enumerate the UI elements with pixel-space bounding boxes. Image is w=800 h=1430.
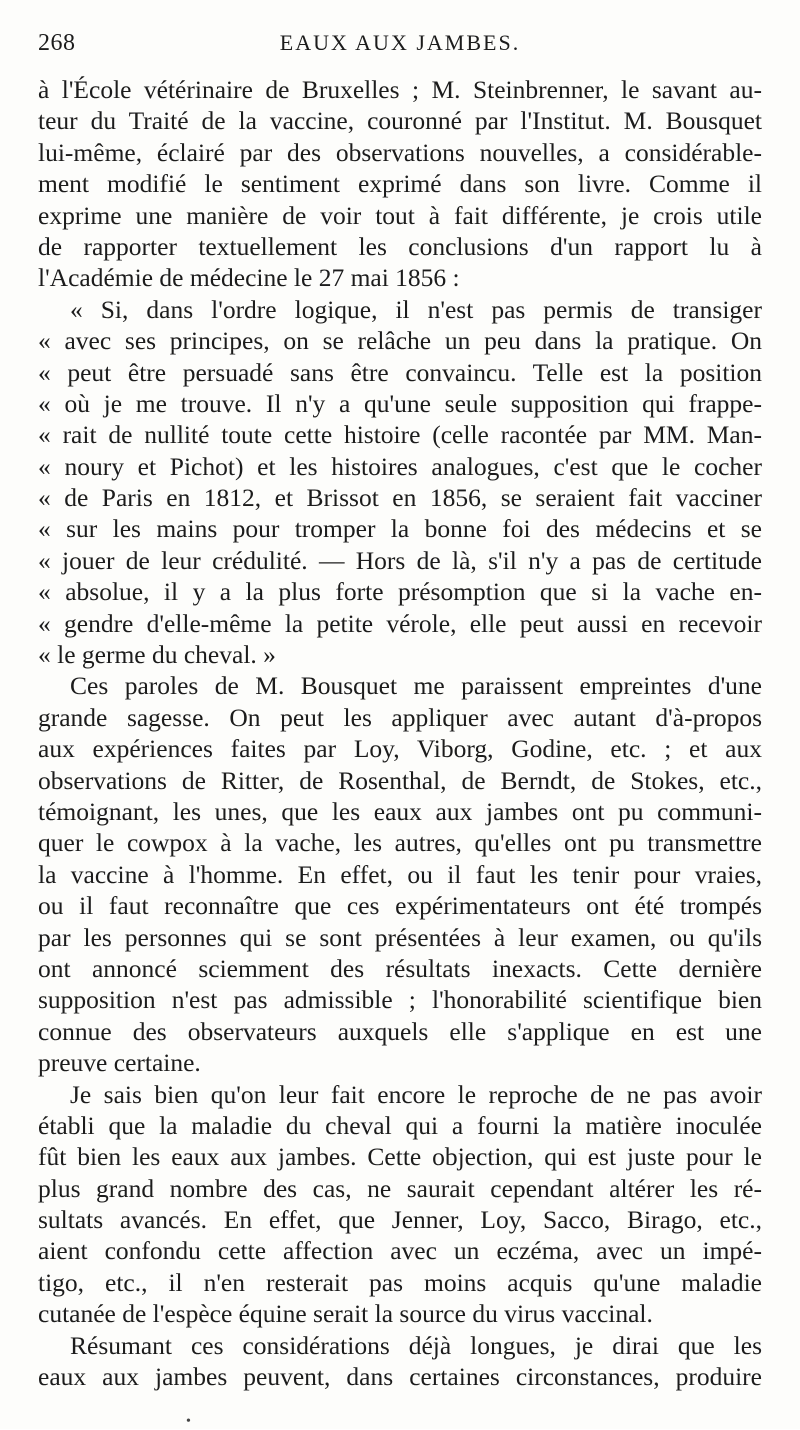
running-head: EAUX AUX JAMBES. <box>279 30 521 55</box>
text-line: eaux aux jambes peuvent, dans certaines circonstances, produire <box>38 1362 762 1392</box>
text-line: connue des observateurs auxquels elle s'applique en est une <box>38 1016 762 1046</box>
text-line: supposition n'est pas admissible ; l'honorabilité scientifique bien <box>38 985 762 1015</box>
text-line: aux expériences faites par Loy, Viborg, Godine, etc. ; et aux <box>38 734 762 764</box>
print-mark: • <box>186 1414 191 1429</box>
text-line: aient confondu cette affection avec un eczéma, avec un impé- <box>38 1236 762 1266</box>
text-line: « noury et Pichot) et les histoires analogues, c'est que le cocher <box>38 451 762 481</box>
page-header <box>38 30 762 66</box>
text-line: « où je me trouve. Il n'y a qu'une seule supposition qui frappe- <box>38 388 762 418</box>
text-line: Je sais bien qu'on leur fait encore le reproche de ne pas avoir <box>70 1079 762 1109</box>
text-line: « absolue, il y a la plus forte présomption que si la vache en- <box>38 577 762 607</box>
text-line: « le germe du cheval. » <box>38 640 276 670</box>
text-line: plus grand nombre des cas, ne saurait cependant altérer les ré- <box>38 1173 762 1203</box>
text-line: quer le cowpox à la vache, les autres, qu'elles ont pu transmettre <box>38 828 762 858</box>
text-line: grande sagesse. On peut les appliquer avec autant d'à-propos <box>38 702 762 732</box>
text-line: tigo, etc., il n'en resterait pas moins acquis qu'une maladie <box>38 1267 762 1297</box>
body-text <box>38 74 762 1392</box>
text-line: ou il faut reconnaître que ces expérimentateurs ont été trompés <box>38 891 762 921</box>
text-line: preuve certaine. <box>38 1048 201 1078</box>
text-line: « avec ses principes, on se relâche un peu dans la pratique. On <box>38 326 762 356</box>
text-line: fût bien les eaux aux jambes. Cette objection, qui est juste pour le <box>38 1142 762 1172</box>
text-line: observations de Ritter, de Rosenthal, de Berndt, de Stokes, etc., <box>38 765 762 795</box>
text-line: « jouer de leur crédulité. — Hors de là, s'il n'y a pas de certitude <box>38 545 762 575</box>
text-line: « de Paris en 1812, et Brissot en 1856, se seraient fait vacciner <box>38 483 762 513</box>
text-line: lui-même, éclairé par des observations nouvelles, a considérable- <box>38 137 762 167</box>
text-line: de rapporter textuellement les conclusions d'un rapport lu à <box>38 231 762 261</box>
text-line: ont annoncé sciemment des résultats inexacts. Cette dernière <box>38 953 762 983</box>
text-line: par les personnes qui se sont présentées à leur examen, ou qu'ils <box>38 922 762 952</box>
text-line: exprime une manière de voir tout à fait différente, je crois utile <box>38 200 762 230</box>
text-line: sultats avancés. En effet, que Jenner, Loy, Sacco, Birago, etc., <box>38 1205 762 1235</box>
text-line: témoignant, les unes, que les eaux aux jambes ont pu communi- <box>38 796 762 826</box>
text-line: Résumant ces considérations déjà longues, je dirai que les <box>70 1330 762 1360</box>
text-line: « gendre d'elle-même la petite vérole, elle peut aussi en recevoir <box>38 608 762 638</box>
text-line: à l'École vétérinaire de Bruxelles ; M. Steinbrenner, le savant au- <box>38 75 762 104</box>
text-line: « peut être persuadé sans être convaincu. Telle est la position <box>38 357 762 387</box>
text-line: établi que la maladie du cheval qui a fourni la matière inoculée <box>38 1110 762 1140</box>
page-number: 268 <box>38 30 76 56</box>
text-line: Ces paroles de M. Bousquet me paraissent empreintes d'une <box>70 671 762 701</box>
text-line: « Si, dans l'ordre logique, il n'est pas permis de transiger <box>70 294 762 324</box>
text-line: « rait de nullité toute cette histoire (celle racontée par MM. Man- <box>38 420 762 450</box>
text-line: « sur les mains pour tromper la bonne foi des médecins et se <box>38 514 762 544</box>
text-line: l'Académie de médecine le 27 mai 1856 : <box>38 263 460 293</box>
text-line: cutanée de l'espèce équine serait la source du virus vaccinal. <box>38 1299 653 1329</box>
text-line: teur du Traité de la vaccine, couronné par l'Institut. M. Bousquet <box>38 106 762 136</box>
text-line: la vaccine à l'homme. En effet, ou il faut les tenir pour vraies, <box>38 859 762 889</box>
text-line: ment modifié le sentiment exprimé dans son livre. Comme il <box>38 169 762 199</box>
